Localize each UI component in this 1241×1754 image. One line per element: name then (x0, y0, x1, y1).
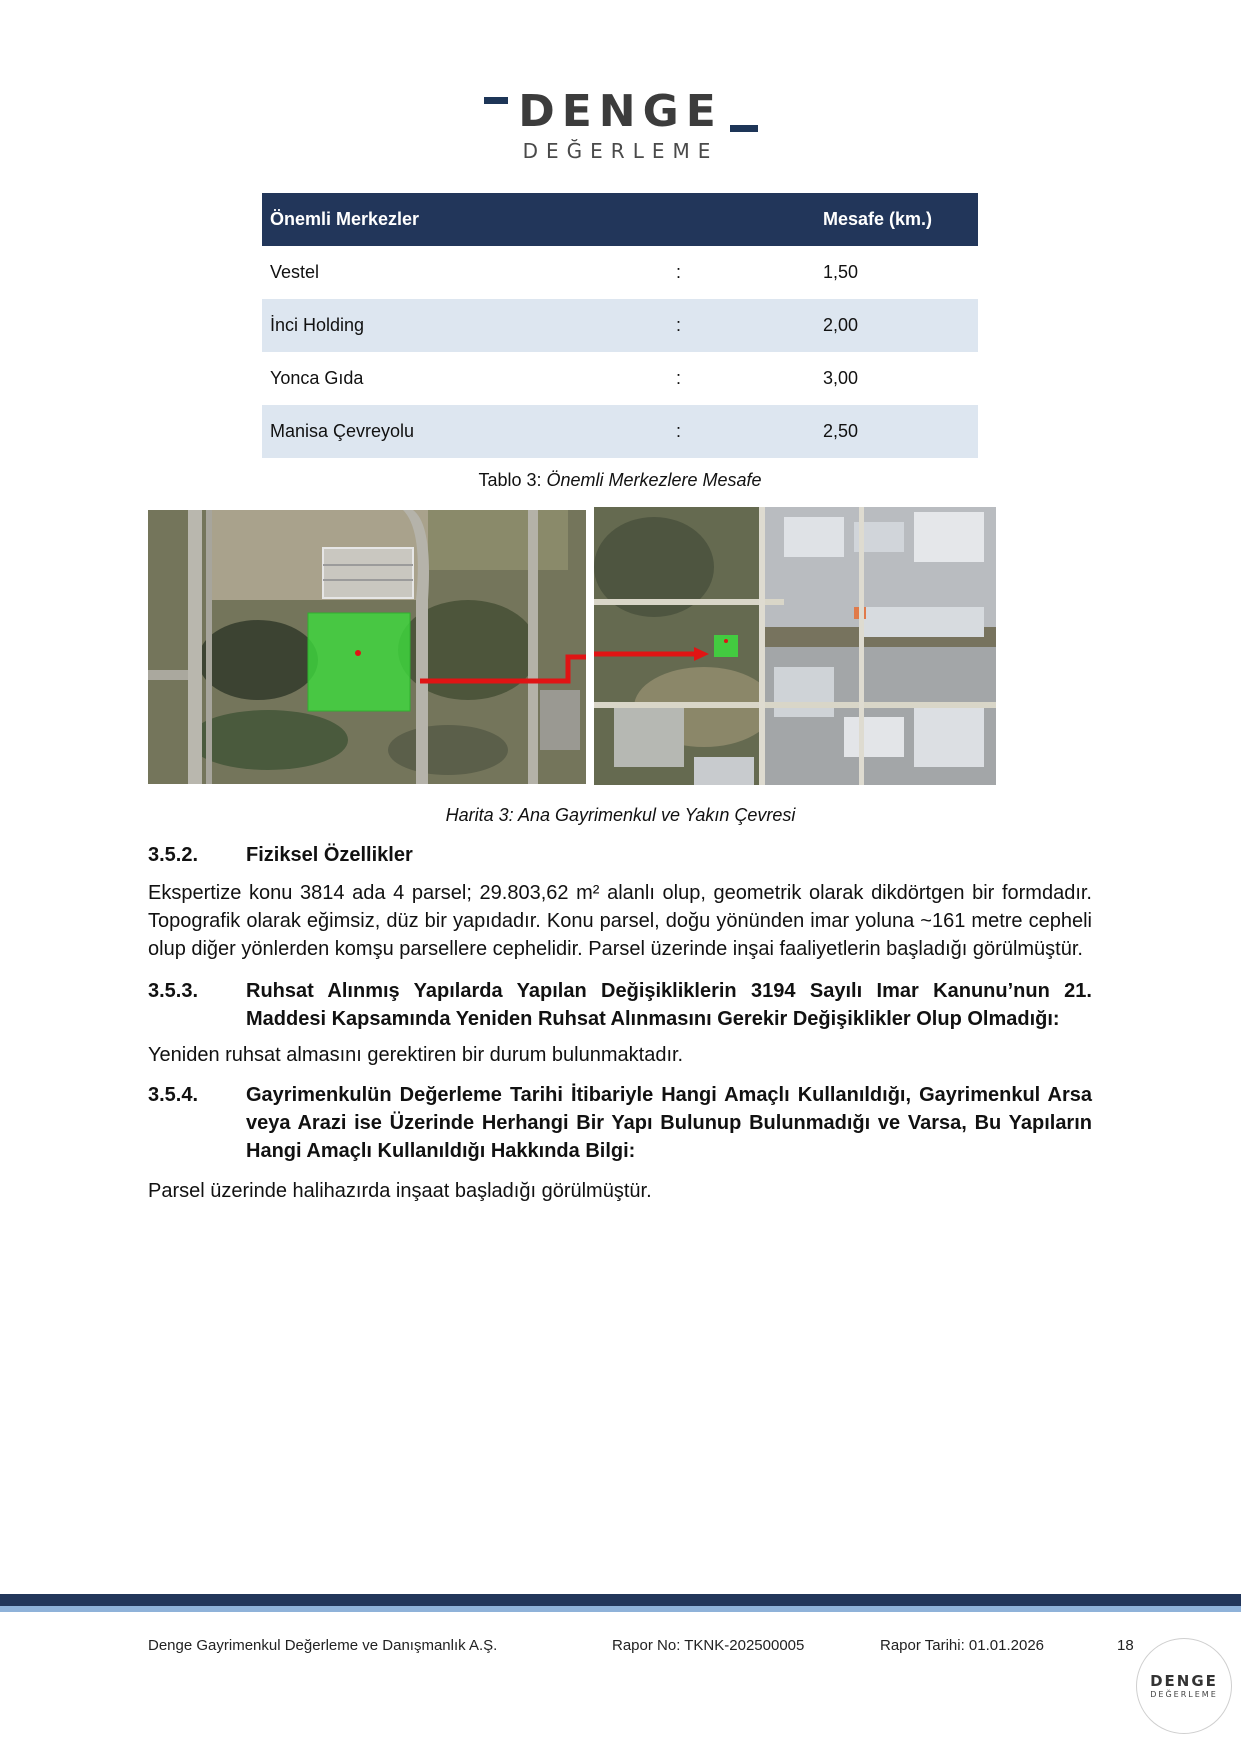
map-caption (0, 805, 1241, 826)
stamp-main-text: DENGE (1150, 1672, 1218, 1690)
distance-table (262, 193, 978, 458)
section-title: Gayrimenkulün Değerleme Tarihi İtibariyle Hangi Amaçlı Kullanıldığı, Gayrimenkul Arsa veya Arazi ise Üzerinde Herhangi Bir Yapı Bulunup Bulunmadığı ve Varsa, Bu Yapıların Hangi Amaçlı Kullanıldığı Hakkında Bilgi: (246, 1084, 1092, 1162)
table-header-row (262, 193, 978, 246)
table-caption-title: Önemli Merkezlere Mesafe (546, 470, 762, 490)
center-name: Vestel (270, 262, 320, 282)
table-row (262, 352, 978, 405)
header-separator (668, 193, 815, 246)
footer-bar-light (0, 1606, 1241, 1612)
footer-bar-dark (0, 1594, 1241, 1606)
separator: : (676, 368, 682, 388)
map-caption-text: Harita 3: Ana Gayrimenkul ve Yakın Çevresi (445, 805, 796, 825)
center-name: İnci Holding (262, 299, 668, 352)
logo-sub-text: DEĞERLEME (522, 139, 719, 163)
section-title: Fiziksel Özellikler (246, 844, 413, 866)
distance-value: 2,00 (815, 299, 978, 352)
section-number: 3.5.3. (148, 980, 199, 1002)
section-heading (148, 1081, 1092, 1165)
footer-stamp-logo (1136, 1638, 1232, 1734)
footer-page-number: 18 (1117, 1637, 1134, 1654)
section-heading (148, 977, 1092, 1033)
center-name: Manisa Çevreyolu (262, 405, 668, 458)
header-distance: Mesafe (km.) (815, 193, 978, 246)
separator: : (668, 405, 815, 458)
satellite-map-closeup (148, 510, 586, 784)
section-number: 3.5.2. (148, 844, 199, 866)
table-caption (262, 470, 978, 491)
table-row (262, 405, 978, 458)
table-caption-prefix: Tablo 3: (478, 470, 547, 490)
company-logo (0, 88, 1241, 164)
section-body: Ekspertize konu 3814 ada 4 parsel; 29.803,62 m² alanlı olup, geometrik olarak dikdörtgen bir formdadır. Topografik olarak eğimsiz, düz bir yapıdadır. Konu parsel, doğu yönünden imar yoluna ~161 metre cepheli olup diğer yönlerden komşu parsellere cephelidir. Parsel üzerinde inşai faaliyetlerin başladığı görülmüştür. (148, 882, 1092, 960)
separator: : (668, 299, 815, 352)
distance-value: 2,50 (815, 405, 978, 458)
footer-report-date: Rapor Tarihi: 01.01.2026 (880, 1637, 1045, 1654)
table-row (262, 246, 978, 299)
footer-company: Denge Gayrimenkul Değerleme ve Danışmanlık A.Ş. (148, 1637, 498, 1654)
table-row (262, 299, 978, 352)
distance-value: 3,00 (823, 368, 859, 388)
section-body: Parsel üzerinde halihazırda inşaat başladığı görülmüştür. (148, 1180, 652, 1202)
section-heading (148, 841, 1092, 869)
separator: : (676, 262, 682, 282)
logo-main-text: DENGE (518, 86, 723, 137)
stamp-sub-text: DEĞERLEME (1150, 1690, 1218, 1699)
section-number: 3.5.4. (148, 1084, 199, 1106)
center-name: Yonca Gıda (270, 368, 364, 388)
header-centers: Önemli Merkezler (262, 193, 668, 246)
section-title: Ruhsat Alınmış Yapılarda Yapılan Değişikliklerin 3194 Sayılı Imar Kanunu’nun 21. Maddesi Kapsamında Yeniden Ruhsat Alınmasını Gerekir Değişiklikler Olup Olmadığı: (246, 980, 1092, 1030)
section-body: Yeniden ruhsat almasını gerektiren bir durum bulunmaktadır. (148, 1044, 684, 1066)
footer-report-no: Rapor No: TKNK-202500005 (612, 1637, 805, 1654)
satellite-map-overview (594, 507, 996, 785)
distance-value: 1,50 (823, 262, 859, 282)
